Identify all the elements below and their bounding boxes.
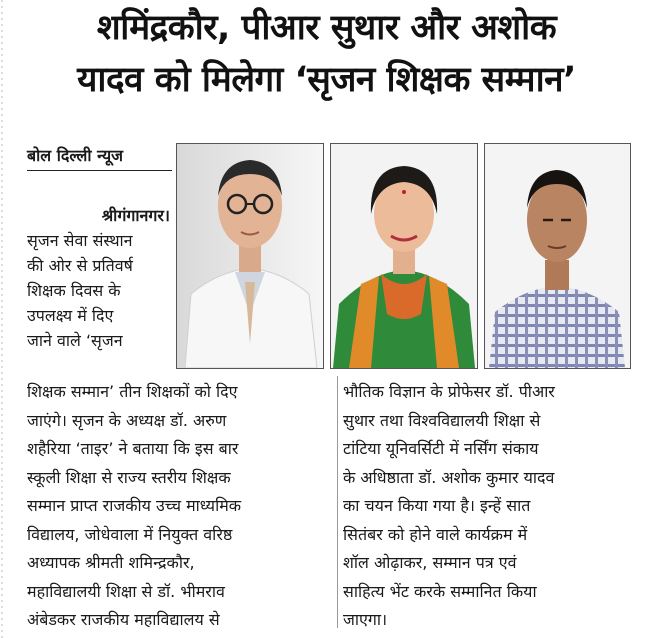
article-line: शॉल ओढ़ाकर, सम्मान पत्र एवं [343,553,517,572]
article-line: जाएगा। [343,610,388,629]
narrow-line: शिक्षक दिवस के [27,281,121,300]
article-line: अंबेडकर राजकीय महाविद्यालय से [27,610,220,629]
headline-line-1: शमिंद्रकौर, पीआर सुथार और अशोक [96,8,557,48]
article-column-left [27,378,332,635]
article-column-right [343,378,633,635]
article-line: अध्यापक श्रीमती शमिन्द्रकौर, [27,553,195,572]
portrait-man-checked-shirt-icon [485,144,630,368]
narrow-line: की ओर से प्रतिवर्ष [27,256,133,275]
portrait-woman-icon [331,144,477,368]
headline [0,2,653,106]
column-divider [337,376,338,628]
article-line: शिक्षक सम्मान’ तीन शिक्षकों को दिए [27,382,238,401]
article-line: स्कूली शिक्षा से राज्य स्तरीय शिक्षक [27,467,231,487]
article-line: जाएंगे। सृजन के अध्यक्ष डॉ. अरुण [27,410,227,430]
article-line: भौतिक विज्ञान के प्रोफेसर डॉ. पीआर [343,382,555,401]
article-line: सम्मान प्राप्त राजकीय उच्च माध्यमिक [27,496,242,515]
photo-man-checked-shirt [484,143,631,369]
article-line: महाविद्यालयी शिक्षा से डॉ. भीमराव [27,581,225,601]
article-line: के अधिष्ठाता डॉ. अशोक कुमार यादव [343,467,555,487]
article-line: का चयन किया गया है। इन्हें सात [343,496,531,515]
article-line: सितंबर को होने वाले कार्यक्रम में [343,524,528,544]
photo-shamindra-kaur-placeholder-man [176,143,324,369]
article-line: टांटिया यूनिवर्सिटी में नर्सिंग संकाय [343,439,539,458]
portrait-man-glasses-icon [177,144,323,368]
headline-line-2: यादव को मिलेगा ‘सृजन शिक्षक सम्मान’ [77,60,576,100]
narrow-line: उपलक्ष्य में दिए [27,306,114,325]
dateline: श्रीगंगानगर। [101,206,170,225]
article-line: शहैरिया ‘ताइर’ ने बताया कि इस बार [27,439,239,458]
narrow-line: सृजन सेवा संस्थान [27,231,133,250]
article-line: विद्यालय, जोधेवाला में नियुक्त वरिष्ठ [27,524,233,544]
byline: बोल दिल्ली न्यूज [27,144,172,171]
intro-column [27,203,170,353]
narrow-line: जाने वाले ‘सृजन [27,331,123,350]
article-line: सुथार तथा विश्वविद्यालयी शिक्षा से [343,410,541,430]
article-line: साहित्य भेंट करके सम्मानित किया [343,581,537,601]
photo-woman [330,143,478,369]
